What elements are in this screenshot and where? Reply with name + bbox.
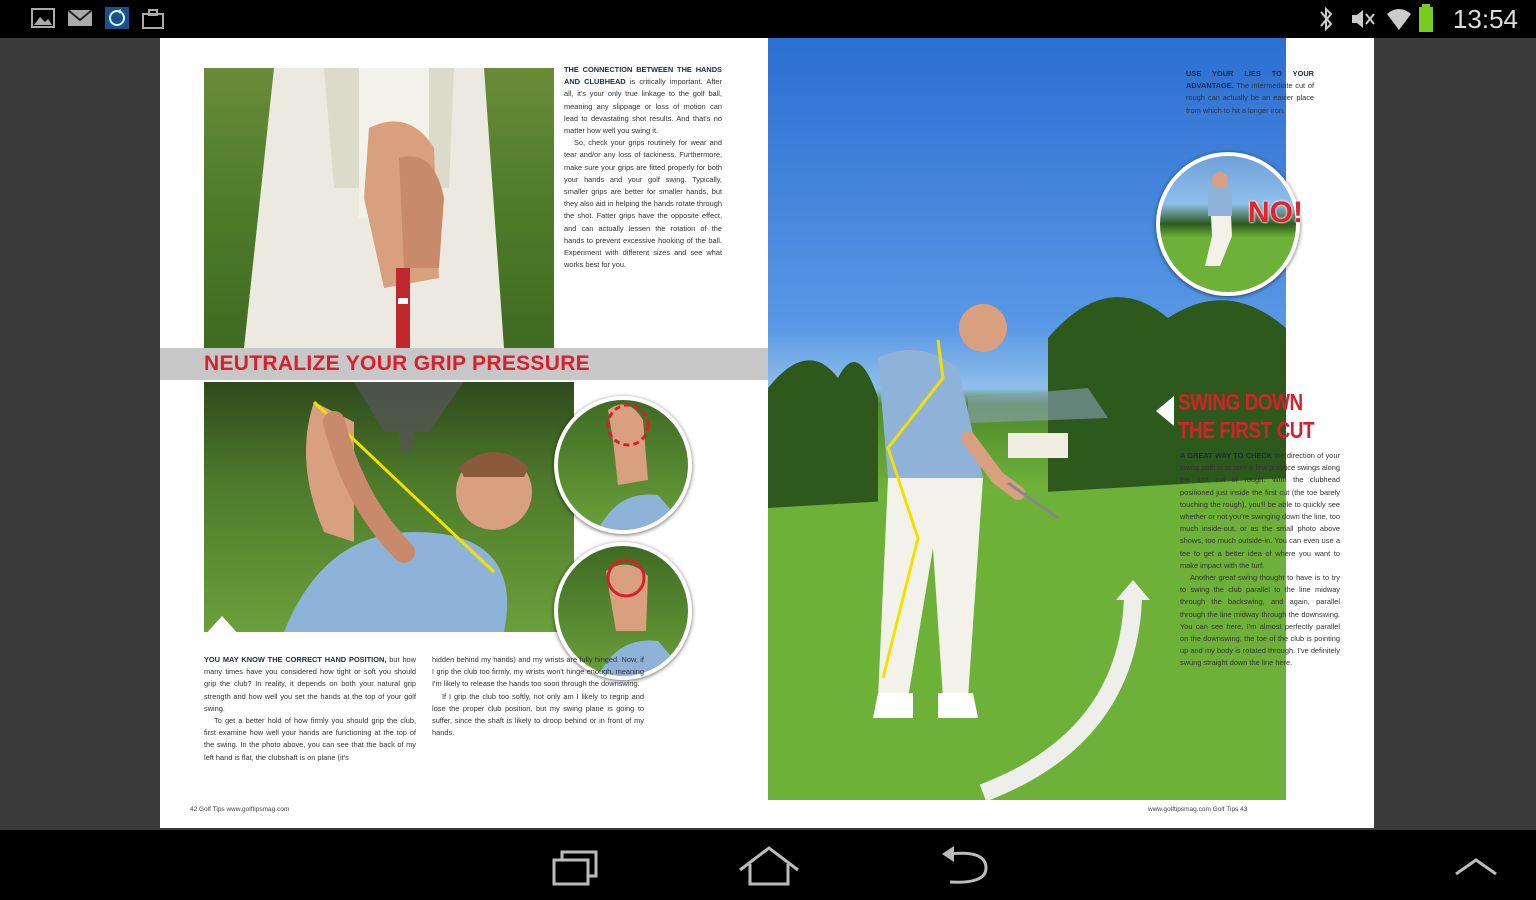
menu-up-icon[interactable] — [1440, 842, 1510, 890]
intro-paragraph-2: So, check your grips routinely for wear and tear and/or any loss of tackiness. Furthermore, make sure your grips are fitted properly for both your hands and your golf swing. Typically, smaller grips are better for smaller hands, but they also aid in helping the hands rotate through the shot. Fatter grips have the opposite effect, and can actually lessen the rotation of the hands to prevent excessive hooking of the ball. Experiment with different sizes and see what works best for you. — [564, 138, 722, 270]
briefcase-icon — [140, 6, 166, 30]
sync-icon — [104, 6, 130, 30]
body-text-column-1 — [204, 654, 416, 764]
magazine-viewer[interactable] — [0, 38, 1536, 830]
body-paragraph-2: To get a better hold of how firmly you should grip the club, first examine how well your hands are functioning at the top of the swing. In the photo above, you can see that the back of my left hand is flat, the clubshaft is on plane (it's — [204, 716, 416, 762]
intro-text-column — [564, 64, 722, 271]
intro-paragraph: is critically important. After all, it's your only true linkage to the golf ball, meaning any slippage or loss of motion can lead to devastating shot results. And that's no matter how well you swing it. — [564, 77, 722, 136]
body-paragraph-4: If I grip the club too softly, not only am I likely to regrip and lose the proper club position, but my swing plane is going to suffer, since the shaft is likely to droop behind or in front of my hands. — [432, 691, 644, 738]
swing-title-line-2: THE FIRST CUT — [1178, 417, 1315, 443]
grip-photo — [204, 68, 554, 348]
swing-title-line-1: SWING DOWN — [1178, 389, 1303, 415]
tip-paragraph: The intermediate cut of rough can actually be an easier place from which to hit a longer iron. — [1186, 81, 1315, 115]
left-page — [160, 38, 768, 828]
body-text-column-2 — [432, 654, 644, 739]
status-bar — [0, 0, 1536, 38]
battery-icon — [1416, 0, 1436, 38]
right-page-folio: www.golftipsmag.com Golf Tips 43 — [1148, 806, 1248, 813]
swing-title — [1178, 388, 1314, 444]
grip-pressure-banner — [160, 348, 768, 380]
tip-lead: USE YOUR LIES TO YOUR ADVANTAGE. — [1186, 69, 1314, 91]
title-pointer — [1156, 396, 1174, 426]
right-page — [768, 38, 1374, 828]
body-lead-left: YOU MAY KNOW THE CORRECT HAND POSITION, — [204, 655, 387, 664]
gmail-icon — [66, 6, 92, 30]
tip-text — [1186, 68, 1314, 117]
wifi-icon — [1384, 0, 1414, 38]
left-page-folio: 42 Golf Tips www.golftipsmag.com — [190, 806, 290, 813]
body-paragraph-1: but how many times have you considered how tight or soft you should grip the club? In reality, it depends on both your natural grip strength and how well you set the hands at the top of your golf swing. — [204, 655, 416, 713]
top-of-swing-photo — [204, 382, 574, 632]
bluetooth-icon — [1316, 0, 1336, 38]
banner-title: NEUTRALIZE YOUR GRIP PRESSURE — [204, 352, 590, 375]
body-lead-right: A GREAT WAY TO CHECK — [1180, 451, 1273, 460]
recent-apps-icon[interactable] — [540, 842, 610, 890]
mute-icon — [1348, 0, 1376, 38]
navigation-bar — [0, 830, 1536, 900]
back-icon[interactable] — [928, 842, 998, 890]
right-body-paragraph-1: the direction of your swing path is to take a few practice swings along the first cut of rough. With the clubhead positioned just inside the first cut (the toe barely touching the rough), you'll be able to quickly see whether or not you're swinging down the line, too much inside-out, or as the small photo above shows, too much outside-in. You can even use a tee to get a better idea of where you want to make impact with the turf. — [1180, 451, 1340, 570]
intro-lead: THE CONNECTION BETWEEN THE HANDS AND CLUBHEAD — [564, 65, 722, 87]
home-icon[interactable] — [734, 842, 804, 890]
no-label: NO! — [1248, 196, 1303, 229]
photo-pointer-left — [204, 616, 240, 636]
gallery-icon — [30, 6, 56, 30]
status-clock: 13:54 — [1452, 4, 1518, 34]
body-paragraph-3: hidden behind my hands) and my wrists are fully hinged. Now, if I grip the club too firmly, my wrists won't hinge enough, meaning I'm likely to release the hands too soon through the downswing. — [432, 655, 644, 689]
grip-detail-circle-1 — [554, 396, 692, 534]
right-body-paragraph-2: Another great swing thought to have is to try to swing the club parallel to the line midway through the backswing, and again, parallel through the line midway through the downswing. You can see here, I'm almost perfectly parallel on the downswing, the toe of the club is pointing up and my body is rotated through. I've definitely swung straight down the line here. — [1180, 573, 1340, 668]
right-body-text — [1180, 450, 1340, 670]
